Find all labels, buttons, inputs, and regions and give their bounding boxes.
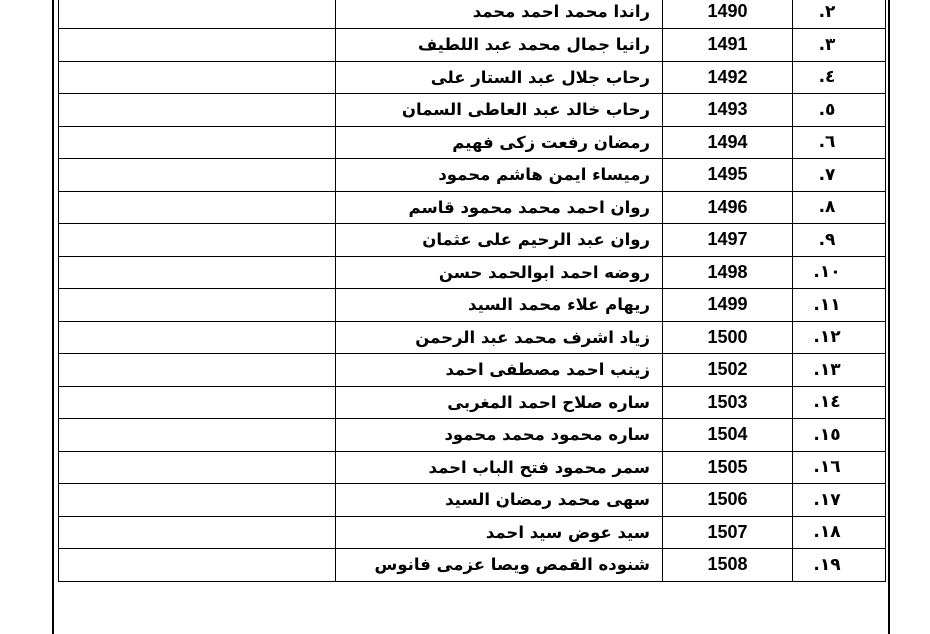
row-serial-number: .٢ xyxy=(818,1,836,22)
row-student-name: رحاب جلال عبد الستار على xyxy=(336,61,663,94)
row-serial-cell xyxy=(793,256,886,289)
row-notes-cell xyxy=(59,516,336,549)
row-student-code: 1507 xyxy=(663,516,793,549)
table-row xyxy=(59,224,886,257)
row-notes-cell xyxy=(59,61,336,94)
row-serial-cell xyxy=(793,159,886,192)
row-serial-number: .١٦ xyxy=(813,457,841,478)
row-serial-cell xyxy=(793,0,886,29)
row-student-code: 1504 xyxy=(663,419,793,452)
table-row xyxy=(59,289,886,322)
row-notes-cell xyxy=(59,289,336,322)
row-student-code: 1503 xyxy=(663,386,793,419)
row-serial-cell xyxy=(793,451,886,484)
row-serial-number: .٥ xyxy=(818,99,836,120)
table-row xyxy=(59,126,886,159)
row-serial-number: .١٤ xyxy=(813,392,841,413)
row-notes-cell xyxy=(59,29,336,62)
row-serial-number: .٦ xyxy=(818,132,836,153)
row-serial-number: .١٩ xyxy=(813,554,841,575)
row-serial-number: .١٠ xyxy=(813,262,841,283)
row-student-code: 1506 xyxy=(663,484,793,517)
table-row xyxy=(59,0,886,29)
row-serial-cell xyxy=(793,61,886,94)
row-notes-cell xyxy=(59,94,336,127)
row-serial-number: .٤ xyxy=(818,67,836,88)
row-student-code: 1505 xyxy=(663,451,793,484)
row-serial-cell xyxy=(793,321,886,354)
row-serial-number: .١٣ xyxy=(813,359,841,380)
row-student-name: ساره صلاح احمد المغربى xyxy=(336,386,663,419)
row-student-code: 1493 xyxy=(663,94,793,127)
table-row xyxy=(59,191,886,224)
table-row xyxy=(59,159,886,192)
row-serial-cell xyxy=(793,94,886,127)
table-row xyxy=(59,451,886,484)
row-notes-cell xyxy=(59,484,336,517)
table-row xyxy=(59,94,886,127)
row-student-name: روان احمد محمد محمود قاسم xyxy=(336,191,663,224)
row-student-name: سيد عوض سيد احمد xyxy=(336,516,663,549)
row-serial-cell xyxy=(793,224,886,257)
row-student-code: 1497 xyxy=(663,224,793,257)
row-student-name: زياد اشرف محمد عبد الرحمن xyxy=(336,321,663,354)
row-student-code: 1499 xyxy=(663,289,793,322)
table-row xyxy=(59,29,886,62)
row-serial-number: .٧ xyxy=(818,164,836,185)
table-row xyxy=(59,354,886,387)
row-serial-cell xyxy=(793,354,886,387)
row-student-name: رميساء ايمن هاشم محمود xyxy=(336,159,663,192)
row-notes-cell xyxy=(59,256,336,289)
row-student-code: 1498 xyxy=(663,256,793,289)
row-student-code: 1502 xyxy=(663,354,793,387)
row-student-name: روان عبد الرحيم على عثمان xyxy=(336,224,663,257)
row-serial-number: .١٢ xyxy=(813,327,841,348)
row-student-code: 1490 xyxy=(663,0,793,29)
row-student-name: روضه احمد ابوالحمد حسن xyxy=(336,256,663,289)
row-serial-number: .٩ xyxy=(818,229,836,250)
row-serial-number: .٣ xyxy=(818,34,836,55)
row-serial-cell xyxy=(793,289,886,322)
row-student-name: ريهام علاء محمد السيد xyxy=(336,289,663,322)
row-serial-cell xyxy=(793,549,886,582)
row-student-code: 1500 xyxy=(663,321,793,354)
row-student-name: زينب احمد مصطفى احمد xyxy=(336,354,663,387)
row-notes-cell xyxy=(59,451,336,484)
row-student-name: رحاب خالد عبد العاطى السمان xyxy=(336,94,663,127)
roster-body xyxy=(59,0,886,581)
row-notes-cell xyxy=(59,0,336,29)
row-serial-cell xyxy=(793,419,886,452)
student-roster-table xyxy=(58,0,886,582)
row-notes-cell xyxy=(59,159,336,192)
row-student-name: سهى محمد رمضان السيد xyxy=(336,484,663,517)
row-serial-number: .١٨ xyxy=(813,522,841,543)
table-row xyxy=(59,549,886,582)
row-student-code: 1491 xyxy=(663,29,793,62)
row-serial-cell xyxy=(793,126,886,159)
row-student-name: رانيا جمال محمد عبد اللطيف xyxy=(336,29,663,62)
row-serial-cell xyxy=(793,484,886,517)
table-row xyxy=(59,516,886,549)
table-row xyxy=(59,321,886,354)
row-student-name: شنوده القمص ويصا عزمى فانوس xyxy=(336,549,663,582)
row-notes-cell xyxy=(59,191,336,224)
row-notes-cell xyxy=(59,354,336,387)
row-student-name: راندا محمد احمد محمد xyxy=(336,0,663,29)
row-notes-cell xyxy=(59,419,336,452)
row-notes-cell xyxy=(59,224,336,257)
row-serial-cell xyxy=(793,191,886,224)
table-row xyxy=(59,419,886,452)
row-serial-number: .٨ xyxy=(818,197,836,218)
row-serial-number: .١١ xyxy=(813,294,841,315)
table-row xyxy=(59,61,886,94)
row-notes-cell xyxy=(59,321,336,354)
row-notes-cell xyxy=(59,549,336,582)
row-serial-number: .١٥ xyxy=(813,424,841,445)
row-student-name: ساره محمود محمد محمود xyxy=(336,419,663,452)
row-student-code: 1495 xyxy=(663,159,793,192)
row-serial-cell xyxy=(793,29,886,62)
table-row xyxy=(59,386,886,419)
row-student-code: 1492 xyxy=(663,61,793,94)
table-row xyxy=(59,484,886,517)
row-student-name: رمضان رفعت زكى فهيم xyxy=(336,126,663,159)
row-serial-number: .١٧ xyxy=(813,489,841,510)
row-student-code: 1494 xyxy=(663,126,793,159)
table-row xyxy=(59,256,886,289)
row-student-code: 1508 xyxy=(663,549,793,582)
row-serial-cell xyxy=(793,386,886,419)
row-student-code: 1496 xyxy=(663,191,793,224)
row-notes-cell xyxy=(59,126,336,159)
row-student-name: سمر محمود فتح الباب احمد xyxy=(336,451,663,484)
row-notes-cell xyxy=(59,386,336,419)
row-serial-cell xyxy=(793,516,886,549)
